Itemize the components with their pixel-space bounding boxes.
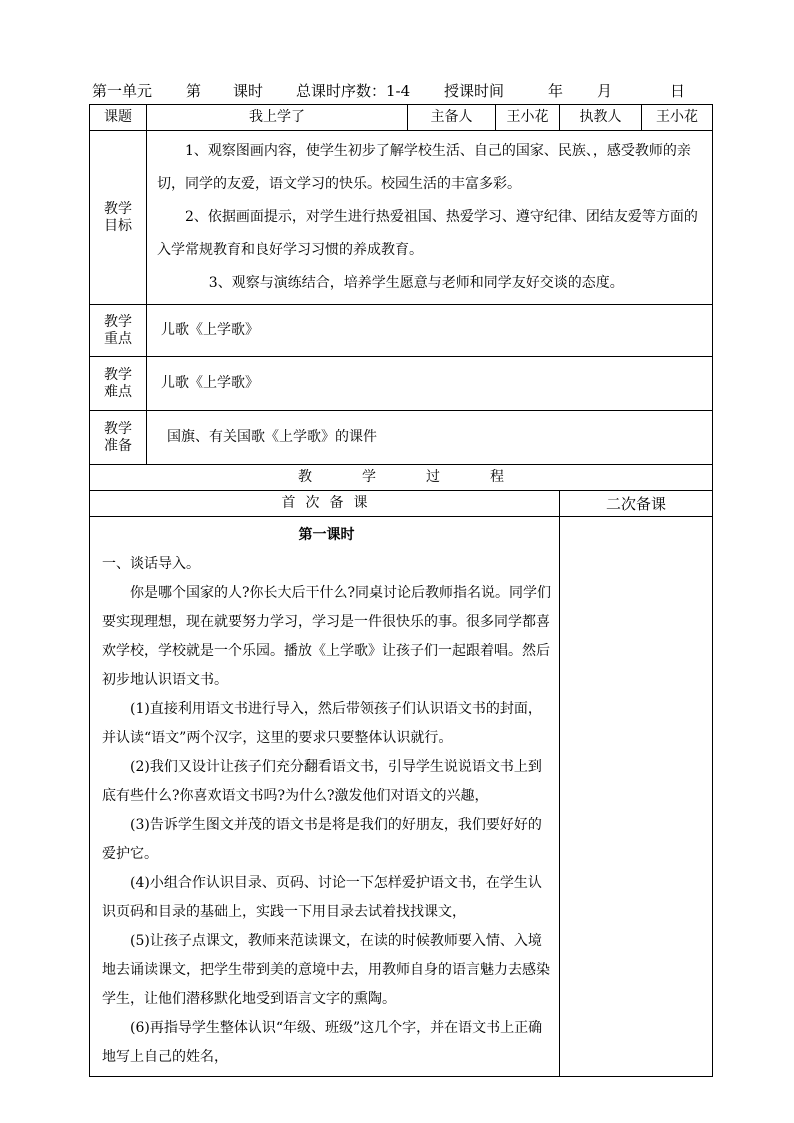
difficulty-label: 教学 难点 [90, 357, 147, 411]
lesson-paragraph: (4)小组合作认识目录、页码、讨论一下怎样爱护语文书，在学生认识页码和目录的基础上，实践一下用目录去试着找找课文， [102, 875, 542, 920]
year-label: 年 [548, 82, 564, 100]
main-preparer-value: 王小花 [496, 105, 560, 131]
executor-label: 执教人 [560, 105, 642, 131]
teach-time-label: 授课时间 [444, 82, 505, 100]
lesson-paragraph: (3)告诉学生图文并茂的语文书是将是我们的好朋友，我们要好好的爱护它。 [102, 817, 542, 862]
columns-header-row [90, 491, 713, 517]
month-label: 月 [597, 82, 613, 100]
first-prep-header: 首 次 备 课 [90, 491, 560, 517]
goals-content [147, 131, 713, 305]
key-point-value: 儿歌《上学歌》 [147, 305, 713, 357]
difficulty-row [90, 357, 713, 411]
unit-label: 第一单元 [92, 82, 153, 100]
executor-value: 王小花 [642, 105, 713, 131]
topic-label: 课题 [90, 105, 147, 131]
goals-label: 教学 目标 [90, 131, 147, 305]
topic-value: 我上学了 [147, 105, 408, 131]
lesson-suffix: 课时 [233, 82, 264, 100]
lesson-paragraph: (6)再指导学生整体认识“年级、班级”这几个字，并在语文书上正确地写上自己的姓名， [102, 1020, 543, 1065]
lesson-header [90, 80, 710, 102]
goal-item: 2、依据画面提示，对学生进行热爱祖国、热爱学习、遵守纪律、团结友爱等方面的入学常规教育和良好学习习惯的养成教育。 [157, 209, 698, 258]
lesson-paragraph: (1)直接利用语文书进行导入，然后带领孩子们认识语文书的封面，并认读“语文”两个汉字，这里的要求只要整体认识就行。 [102, 701, 542, 746]
lesson-paragraph: 你是哪个国家的人?你长大后干什么?同桌讨论后教师指名说。同学们要实现理想，现在就要努力学习，学习是一件很快乐的事。很多同学都喜欢学校，学校就是一个乐园。播放《上学歌》让孩子们一起跟着唱。然后初步地认识语文书。 [102, 585, 552, 688]
goals-row [90, 131, 713, 305]
main-preparer-label: 主备人 [408, 105, 496, 131]
lesson-heading: 第一课时 [298, 527, 355, 543]
preparation-value: 国旗、有关国歌《上学歌》的课件 [147, 411, 713, 465]
goal-item: 1、观察图画内容，使学生初步了解学校生活、自己的国家、民族、，感受教师的亲切，同学的友爱，语文学习的快乐。校园生活的丰富多彩。 [157, 143, 691, 192]
preparation-label: 教学 准备 [90, 411, 147, 465]
lesson-content [90, 517, 560, 1077]
day-label: 日 [670, 82, 686, 100]
total-lessons: 总课时序数：1-4 [296, 82, 411, 100]
second-prep-content [560, 517, 713, 1077]
second-prep-header: 二次备课 [560, 491, 713, 517]
lesson-plan-table [89, 104, 713, 1077]
process-title-row [90, 465, 713, 491]
key-point-label: 教学 重点 [90, 305, 147, 357]
goal-item: 3、观察与演练结合，培养学生愿意与老师和同学友好交谈的态度。 [208, 275, 624, 291]
preparation-row [90, 411, 713, 465]
lesson-body-row [90, 517, 713, 1077]
key-point-row [90, 305, 713, 357]
lesson-prefix: 第 [186, 82, 202, 100]
process-title: 教 学 过 程 [90, 465, 713, 491]
lesson-paragraph: (2)我们又设计让孩子们充分翻看语文书，引导学生说说语文书上到底有些什么?你喜欢语文书吗?为什么?激发他们对语文的兴趣， [102, 759, 542, 804]
difficulty-value: 儿歌《上学歌》 [147, 357, 713, 411]
lesson-paragraph: 一、谈话导入。 [102, 556, 200, 572]
lesson-paragraph: (5)让孩子点课文，教师来范读课文，在读的时候教师要入情、入境地去诵读课文，把学生带到美的意境中去，用教师自身的语言魅力去感染学生，让他们潜移默化地受到语言文字的熏陶。 [102, 933, 550, 1007]
topic-row [90, 105, 713, 131]
